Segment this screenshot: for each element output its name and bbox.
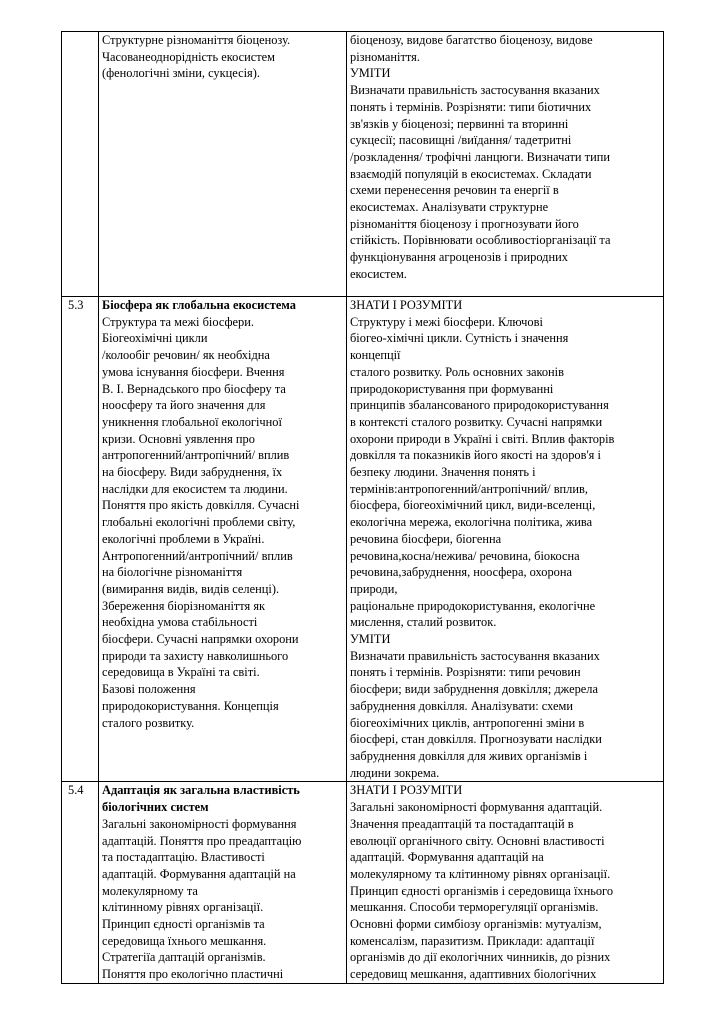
topic-cell xyxy=(99,32,347,297)
topic-line: Поняття про екологічно пластичні xyxy=(102,967,284,982)
topic-line: клітинному рівнях організації. xyxy=(102,900,264,915)
topic-line: Базові положення xyxy=(102,682,196,697)
topic-cell xyxy=(99,782,347,983)
req-heading-skills: УМІТИ xyxy=(350,632,391,647)
topic-line: (вимирання видів, видів селенці). xyxy=(102,581,280,596)
topic-line: ноосферу та його значення для xyxy=(102,398,266,413)
topic-line: Стратегіїа даптацій організмів. xyxy=(102,950,266,965)
topic-line: необхідна умова стабільності xyxy=(102,615,258,630)
topic-line: та постадаптацію. Властивості xyxy=(102,850,265,865)
req-line: /розкладення/ трофічні ланцюги. Визначати типи xyxy=(350,149,610,164)
req-line: взаємодій популяцій в екосистемах. Складати xyxy=(350,166,592,181)
req-line: концепції xyxy=(350,348,401,363)
req-line: природи, xyxy=(350,581,398,596)
topic-line: антропогенний/антропічний/ вплив xyxy=(102,448,290,463)
topic-line: природокористування. Концепція xyxy=(102,698,279,713)
req-line: середовищ мешкання, адаптивних біологічних xyxy=(350,967,597,982)
topic-line: умова існування біосфери. Вчення xyxy=(102,364,285,379)
req-line: зв'язків у біоценозі; первинні та вторинні xyxy=(350,116,569,131)
topic-cell xyxy=(99,297,347,782)
req-line: Значення преадаптацій та постадаптацій в xyxy=(350,816,574,831)
req-line: людини зокрема. xyxy=(350,765,440,780)
req-line: понять і термінів. Розрізняти: типи речовин xyxy=(350,665,581,680)
topic-line: адаптацій. Поняття про преадаптацію xyxy=(102,833,302,848)
topic-line: біосфери. Сучасні напрямки охорони xyxy=(102,632,299,647)
topic-line: кризи. Основні уявлення про xyxy=(102,431,255,446)
req-line: речовина,косна/нежива/ речовина, біокосна xyxy=(350,548,580,563)
topic-line: середовища в Україні та світі. xyxy=(102,665,260,680)
req-line: біосфери; види забруднення довкілля; джерела xyxy=(350,682,598,697)
req-line: молекулярному та клітинному рівнях організації. xyxy=(350,866,611,881)
req-line: мешкання. Способи терморегуляції організмів. xyxy=(350,900,599,915)
topic-line: Загальні закономірності формування xyxy=(102,816,297,831)
req-line: коменсалізм, паразитизм. Приклади: адаптації xyxy=(350,933,595,948)
topic-line: Антропогенний/антропічний/ вплив xyxy=(102,548,293,563)
req-line: безпеку людини. Значення понять і xyxy=(350,465,536,480)
topic-line: Збереження біорізноманіття як xyxy=(102,598,266,613)
topic-line: середовища їхнього мешкання. xyxy=(102,933,267,948)
req-heading-knowledge: ЗНАТИ І РОЗУМІТИ xyxy=(350,298,463,312)
topic-line: на біосферу. Види забруднення, їх xyxy=(102,465,283,480)
req-line: речовина,забруднення, ноосфера, охорона xyxy=(350,565,572,580)
req-line: організмів до дії екологічних чинників, до різних xyxy=(350,950,611,965)
requirements-cell xyxy=(347,32,664,297)
req-line: в контексті сталого розвитку. Сучасні напрямки xyxy=(350,414,603,429)
table-row xyxy=(62,782,664,983)
topic-line: сталого розвитку. xyxy=(102,715,195,730)
req-line: Принцип єдності організмів і середовища їхнього xyxy=(350,883,614,898)
req-line: еволюції органічного світу. Основні властивості xyxy=(350,833,605,848)
topic-line: адаптацій. Формування адаптацій на xyxy=(102,866,296,881)
row-number-cell xyxy=(62,782,99,983)
topic-line: Структура та межі біосфери. xyxy=(102,314,254,329)
topic-line: уникнення глобальної екологічної xyxy=(102,414,282,429)
req-line: схеми перенесення речовин та енергії в xyxy=(350,183,559,198)
req-line: сукцесії; пасовищні /виїдання/ тадетритні xyxy=(350,133,572,148)
table-row xyxy=(62,32,664,297)
req-heading-knowledge: ЗНАТИ І РОЗУМІТИ xyxy=(350,783,463,798)
req-line: адаптацій. Формування адаптацій на xyxy=(350,850,544,865)
req-line: Основні форми симбіозу організмів: мутуалізм, xyxy=(350,917,602,932)
req-line: Визначати правильність застосування вказаних xyxy=(350,648,600,663)
req-line: стійкість. Порівнювати особливостіорганізації та xyxy=(350,233,611,248)
topic-title: Адаптація як загальна властивість xyxy=(102,783,300,798)
table-row xyxy=(62,297,664,782)
req-line: сталого розвитку. Роль основних законів xyxy=(350,364,564,379)
req-line: Визначати правильність застосування вказаних xyxy=(350,83,600,98)
row-number-cell xyxy=(62,297,99,782)
req-line: забруднення довкілля. Аналізувати: схеми xyxy=(350,698,573,713)
topic-title: біологічних систем xyxy=(102,800,209,815)
req-line: біогеохімічних циклів, антропогенні зміни в xyxy=(350,715,585,730)
req-line: Загальні закономірності формування адаптацій. xyxy=(350,800,603,815)
topic-line: екологічні проблеми в Україні. xyxy=(102,531,265,546)
topic-title: Біосфера як глобальна екосистема xyxy=(102,298,296,312)
req-line: природокористування при формуванні xyxy=(350,381,554,396)
req-line: понять і термінів. Розрізняти: типи біотичних xyxy=(350,99,592,114)
topic-line: В. І. Вернадського про біосферу та xyxy=(102,381,286,396)
requirements-cell xyxy=(347,782,664,983)
topic-line: Структурне різноманіття біоценозу. xyxy=(102,33,291,47)
req-line: охорони природи в Україні і світі. Вплив факторів xyxy=(350,431,615,446)
req-line: функціонування агроценозів і природних xyxy=(350,250,568,265)
row-number: 5.3 xyxy=(68,298,84,312)
req-line: різноманіття. xyxy=(350,49,420,64)
req-heading-skills: УМІТИ xyxy=(350,66,391,81)
req-line: раціональне природокористування, екологічне xyxy=(350,598,596,613)
row-number: 5.4 xyxy=(68,783,84,798)
topic-line: Поняття про якість довкілля. Сучасні xyxy=(102,498,300,513)
topic-line: Біогеохімічні цикли xyxy=(102,331,208,346)
topic-line: природи та захисту навколишнього xyxy=(102,648,289,663)
topic-line: Принцип єдності організмів та xyxy=(102,917,265,932)
req-line: різноманіття біоценозу і прогнозувати його xyxy=(350,216,579,231)
req-line: біоценозу, видове багатство біоценозу, видове xyxy=(350,33,593,47)
curriculum-table xyxy=(61,31,664,984)
req-line: термінів:антропогенний/антропічний/ вплив, xyxy=(350,481,588,496)
row-number-cell xyxy=(62,32,99,297)
topic-line: на біологічне різноманіття xyxy=(102,565,243,580)
requirements-cell xyxy=(347,297,664,782)
req-line: довкілля та показників його якості на здоров'я і xyxy=(350,448,601,463)
topic-line: глобальні екологічні проблеми світу, xyxy=(102,515,296,530)
req-line: забруднення довкілля для живих організмів і xyxy=(350,748,588,763)
req-line: біосфері, стан довкілля. Прогнозувати наслідки xyxy=(350,732,602,747)
req-line: екологічна мережа, екологічна політика, жива xyxy=(350,515,593,530)
topic-line: /колообіг речовин/ як необхідна xyxy=(102,348,270,363)
req-line: екосистемах. Аналізувати структурне xyxy=(350,200,549,215)
topic-line: наслідки для екосистем та людини. xyxy=(102,481,288,496)
req-line: біосфера, біогеохімічний цикл, види-вселенці, xyxy=(350,498,596,513)
topic-line: (фенологічні зміни, сукцесія). xyxy=(102,66,260,81)
req-line: принципів збалансованого природокористування xyxy=(350,398,609,413)
req-line: екосистем. xyxy=(350,266,407,281)
req-line: біогео-хімічні цикли. Сутність і значення xyxy=(350,331,569,346)
topic-line: Часованеоднорідність екосистем xyxy=(102,49,275,64)
req-line: Структуру і межі біосфери. Ключові xyxy=(350,314,543,329)
req-line: мислення, сталий розвиток. xyxy=(350,615,497,630)
topic-line: молекулярному та xyxy=(102,883,198,898)
req-line: речовина біосфери, біогенна xyxy=(350,531,502,546)
